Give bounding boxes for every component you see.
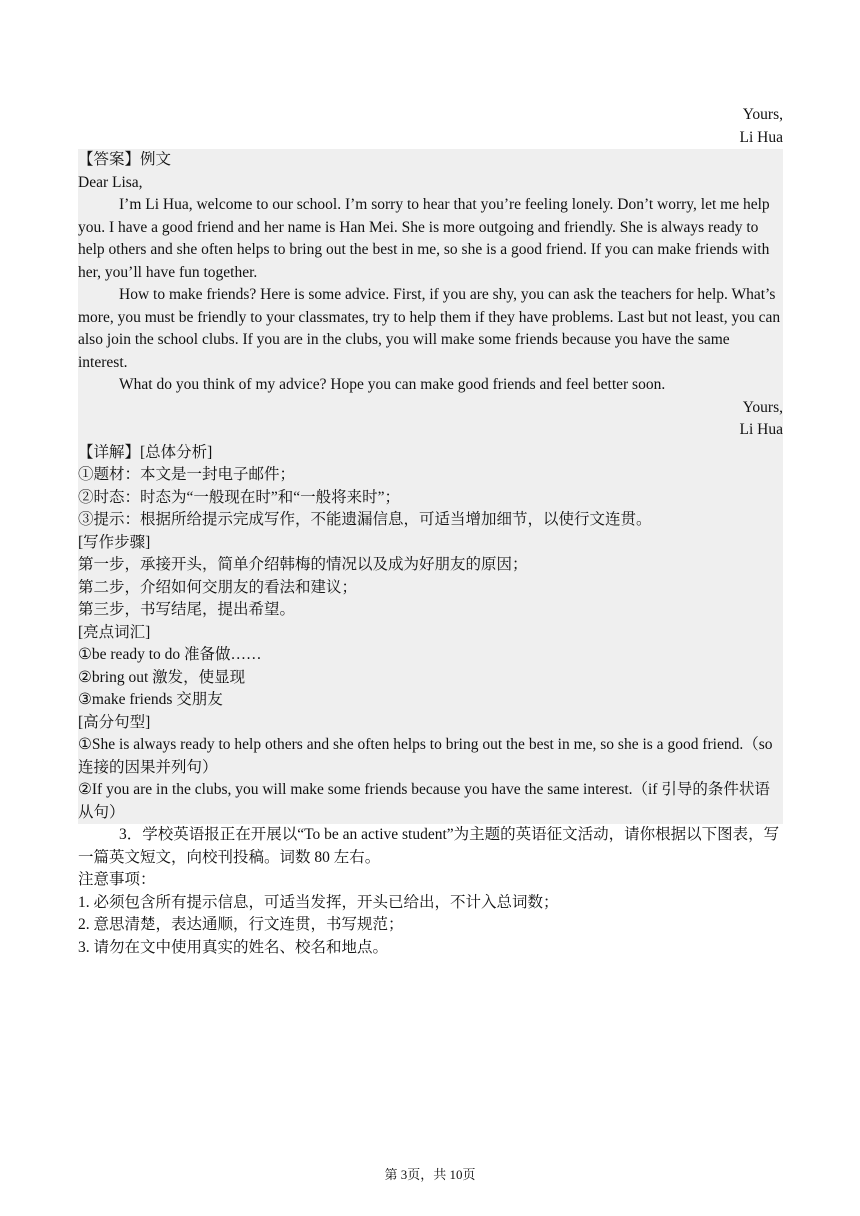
vocab-item: ③make friends 交朋友 <box>78 691 223 708</box>
note-item: 2. 意思清楚，表达通顺，行文连贯，书写规范； <box>78 916 404 933</box>
steps-heading: [写作步骤] <box>78 533 151 551</box>
letter-salutation: Dear Lisa, <box>78 173 143 191</box>
analysis-item: ①题材：本文是一封电子邮件； <box>78 466 296 483</box>
question-3-prompt: 3．学校英语报正在开展以“To be an active student”为主题的英语征文活动，请你根据以下图表，写一篇英文短文，向校刊投稿。词数 80 左右。 <box>78 826 780 866</box>
step-item: 第二步，介绍如何交朋友的看法和建议； <box>78 578 358 596</box>
closing-yours: Yours, <box>742 106 783 123</box>
answer-section <box>78 149 783 824</box>
closing-name: Li Hua <box>739 128 783 146</box>
letter-paragraph-2: How to make friends? Here is some advice. First, if you are shy, you can ask the teachers for help. What’s more, you must be friendly to your classmates, try to help them if they have problems. Last but not least, you can also join the school clubs. If you are in the clubs, you will make some friends because you have the same interest. <box>78 286 781 371</box>
note-item: 3. 请勿在文中使用真实的姓名、校名和地点。 <box>78 938 389 956</box>
analysis-heading: 【详解】[总体分析] <box>78 443 213 461</box>
vocab-heading: [亮点词汇] <box>78 623 151 641</box>
note-item: 1. 必须包含所有提示信息，可适当发挥，开头已给出，不计入总词数； <box>78 893 559 911</box>
letter-paragraph-3: What do you think of my advice? Hope you can make good friends and feel better soon. <box>119 376 666 393</box>
page-footer: 第 3页，共 10页 <box>384 1167 476 1182</box>
analysis-item: ②时态：时态为“一般现在时”和“一般将来时”； <box>78 488 401 506</box>
answer-heading: 【答案】例文 <box>78 151 172 168</box>
letter-closing-name: Li Hua <box>739 421 783 438</box>
step-item: 第一步，承接开头，简单介绍韩梅的情况以及成为好朋友的原因； <box>78 556 528 573</box>
document-page <box>78 104 783 959</box>
vocab-item: ①be ready to do 准备做…… <box>78 646 262 663</box>
step-item: 第三步，书写结尾，提出希望。 <box>78 601 296 618</box>
notes-heading: 注意事项： <box>78 871 156 888</box>
letter-closing-yours: Yours, <box>742 398 783 416</box>
sentence-heading: [高分句型] <box>78 713 151 731</box>
letter-paragraph-1: I’m Li Hua, welcome to our school. I’m sorry to hear that you’re feeling lonely. Don’t worry, let me help you. I have a good friend and her name is Han Mei. She is more outgoing and friendly. She is always ready to help others and she often helps to bring out the best in me, so she is a good friend. If you can make friends with her, you’ll have fun together. <box>78 196 770 281</box>
sentence-item: ①She is always ready to help others and she often helps to bring out the best in me, so she is a good friend.（so 连接的因果并列句） <box>78 736 773 776</box>
analysis-item: ③提示：根据所给提示完成写作，不能遗漏信息，可适当增加细节，以使行文连贯。 <box>78 511 652 528</box>
sentence-item: ②If you are in the clubs, you will make some friends because you have the same interest.（if 引导的条件状语从句） <box>78 781 770 821</box>
vocab-item: ②bring out 激发，使显现 <box>78 668 246 686</box>
